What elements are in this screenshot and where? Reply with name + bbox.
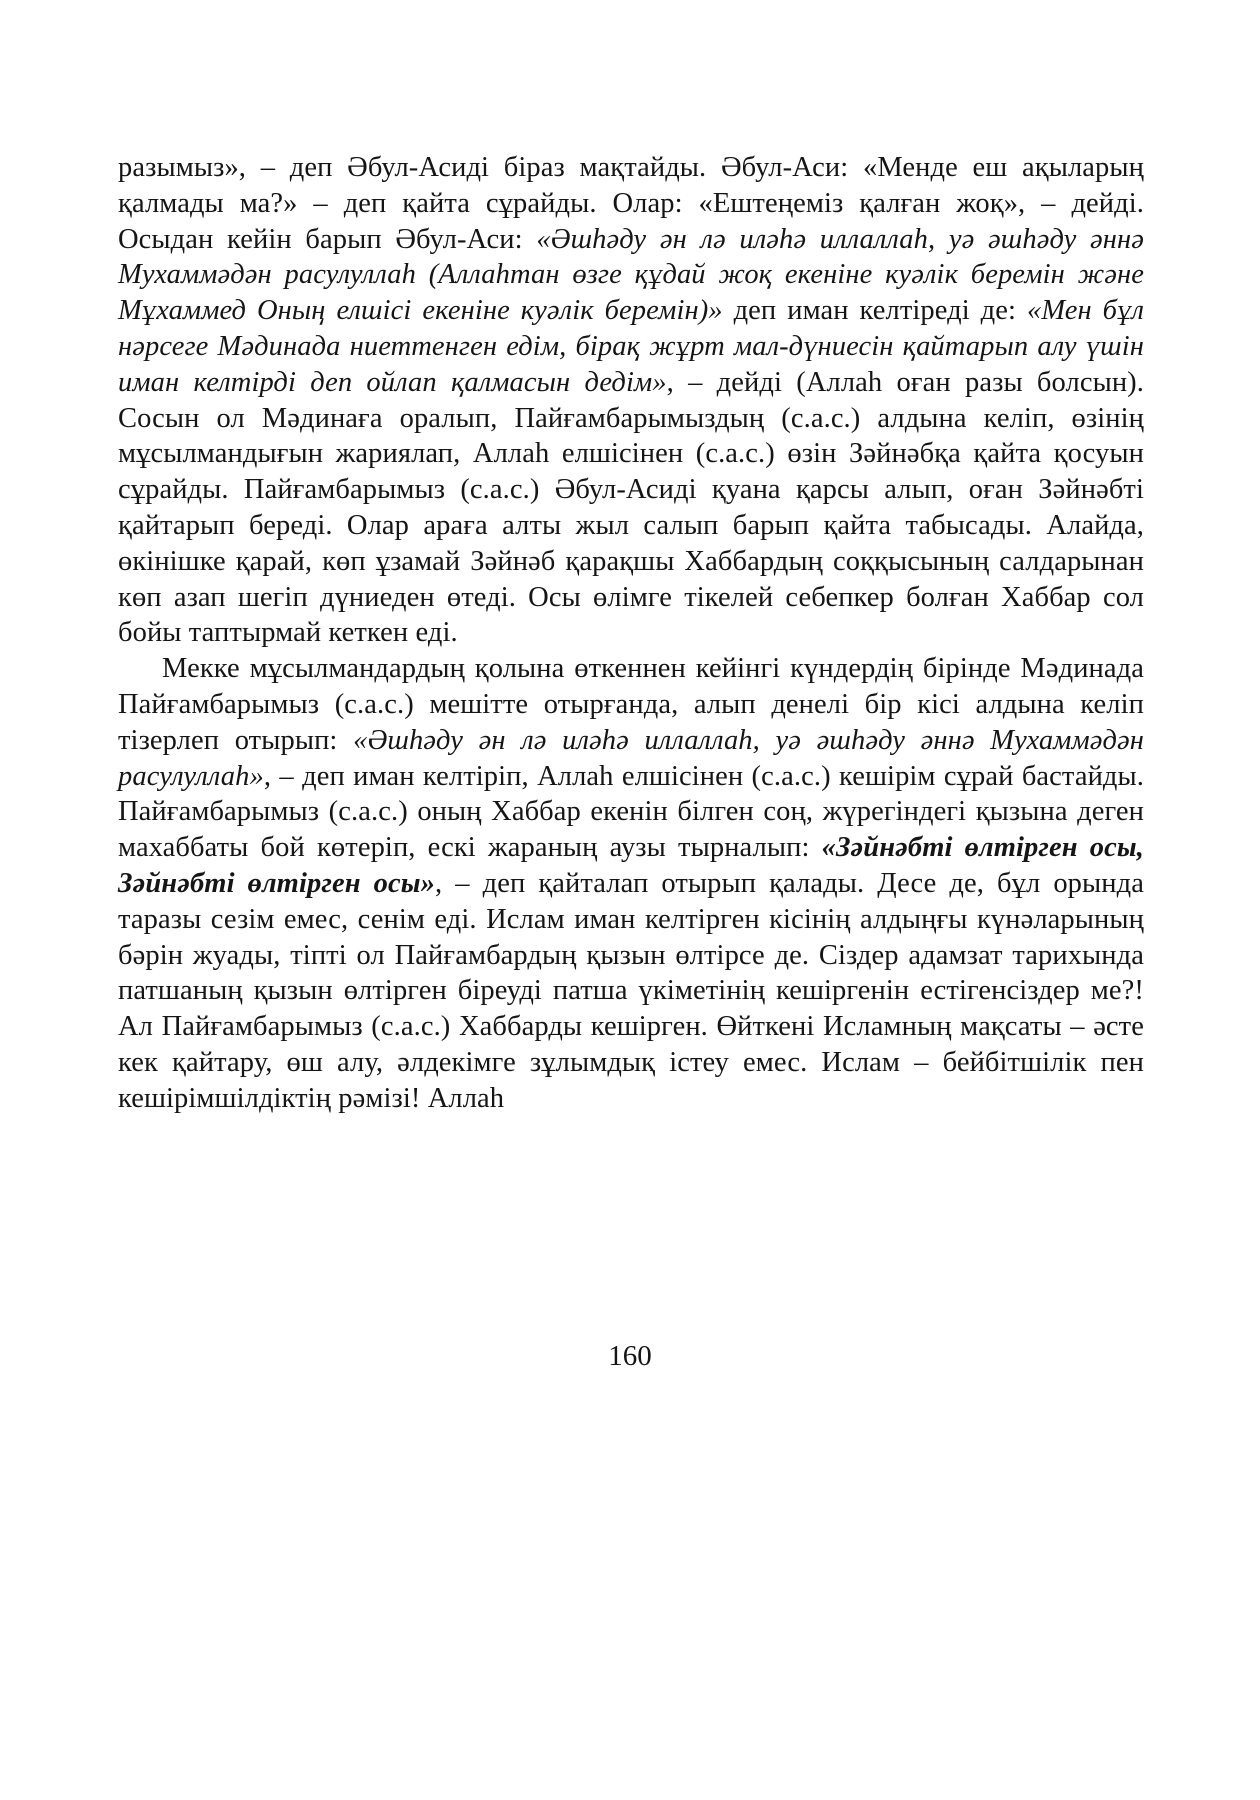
text-run: , – деп иман келтіріп, Аллаһ елшісінен (с.а.с.) кешірім сұрай бастайды. Пайғамбарымыз (с.а.с.) оның Хаббар екенін білген соң, жүрегіндегі қызына деген махаббаты бой көтеріп, ескі жараның аузы тырналып:	[118, 760, 1144, 864]
text-run: «Әшһәду ән лә иләһә иллаллаһ, уә әшһәду әннә Мухаммәдән расулуллаһ (Аллаһтан өзге құдай жоқ екеніне куәлік беремін және Мұхаммед Оның елшісі екеніне куәлік беремін)»	[118, 223, 1144, 327]
page-text	[118, 150, 1144, 1117]
paragraph-2	[118, 651, 1144, 1116]
text-run: «Мен бұл нәрсеге Мәдинада ниеттенген едім, бірақ жұрт мал-дүниесін қайтарып алу үшін иман келтірді деп ойлап қалмасын дедім»	[118, 295, 1144, 398]
text-run: Мекке мұсылмандардың қолына өткеннен кейінгі күндердің бірінде Мәдинада Пайғамбарымыз (с.а.с.) мешітте отырғанда, алып денелі бір кісі алдына келіп тізерлеп отырып:	[118, 653, 1144, 756]
text-run: «Зәйнәбті өлтірген осы, Зәйнәбті өлтірген осы»	[118, 832, 1144, 899]
text-run: , – деп қайталап отырып қалады. Десе де, бұл орында таразы сезім емес, сенім еді. Ислам иман келтірген кісінің алдыңғы күнәларының бәрін жуады, тіпті ол Пайғамбардың қызын өлтірсе де. Сіздер адамзат тарихында патшаның қызын өлтірген біреуді патша үкіметінің кешіргенін естігенсіздер ме?! Ал Пайғамбарымыз (с.а.с.) Хаббарды кешірген. Өйткені Исламның мақсаты – әсте кек қайтару, өш алу, әлдекімге зұлымдық істеу емес. Ислам – бейбітшілік пен кешірімшілдіктің рәмізі! Аллаһ	[118, 867, 1144, 1114]
text-run: разымыз», – деп Әбул-Асиді біраз мақтайды. Әбул-Аси: «Менде еш ақыларың қалмады ма?» – деп қайта сұрайды. Олар: «Ештеңеміз қалған жоқ», – дейді. Осыдан кейін барып Әбул-Аси:	[118, 152, 1144, 255]
text-run: деп иман келтіреді де:	[722, 295, 1027, 327]
text-run: , – дейді (Аллаһ оған разы болсын). Сосын ол Мәдинаға оралып, Пайғамбарымыздың (с.а.с.) алдына келіп, өзінің мұсылмандығын жариялап, Аллаһ елшісінен (с.а.с.) өзін Зәйнәбқа қайта қосуын сұрайды. Пайғамбарымыз (с.а.с.) Әбул-Асиді қуана қарсы алып, оған Зәйнәбті қайтарып береді. Олар араға алты жыл салып барып қайта табысады. Алайда, өкінішке қарай, көп ұзамай Зәйнәб қарақшы Хаббардың соққысының салдарынан көп азап шегіп дүниеден өтеді. Осы өлімге тікелей себепкер болған Хаббар сол бойы таптырмай кеткен еді.	[118, 366, 1144, 649]
page-number: 160	[608, 1340, 652, 1372]
paragraph-1	[118, 150, 1144, 651]
text-run: «Әшһәду ән лә иләһә иллаллаһ, уә әшһәду әннә Мухаммәдән расулуллаһ»	[118, 724, 1144, 792]
